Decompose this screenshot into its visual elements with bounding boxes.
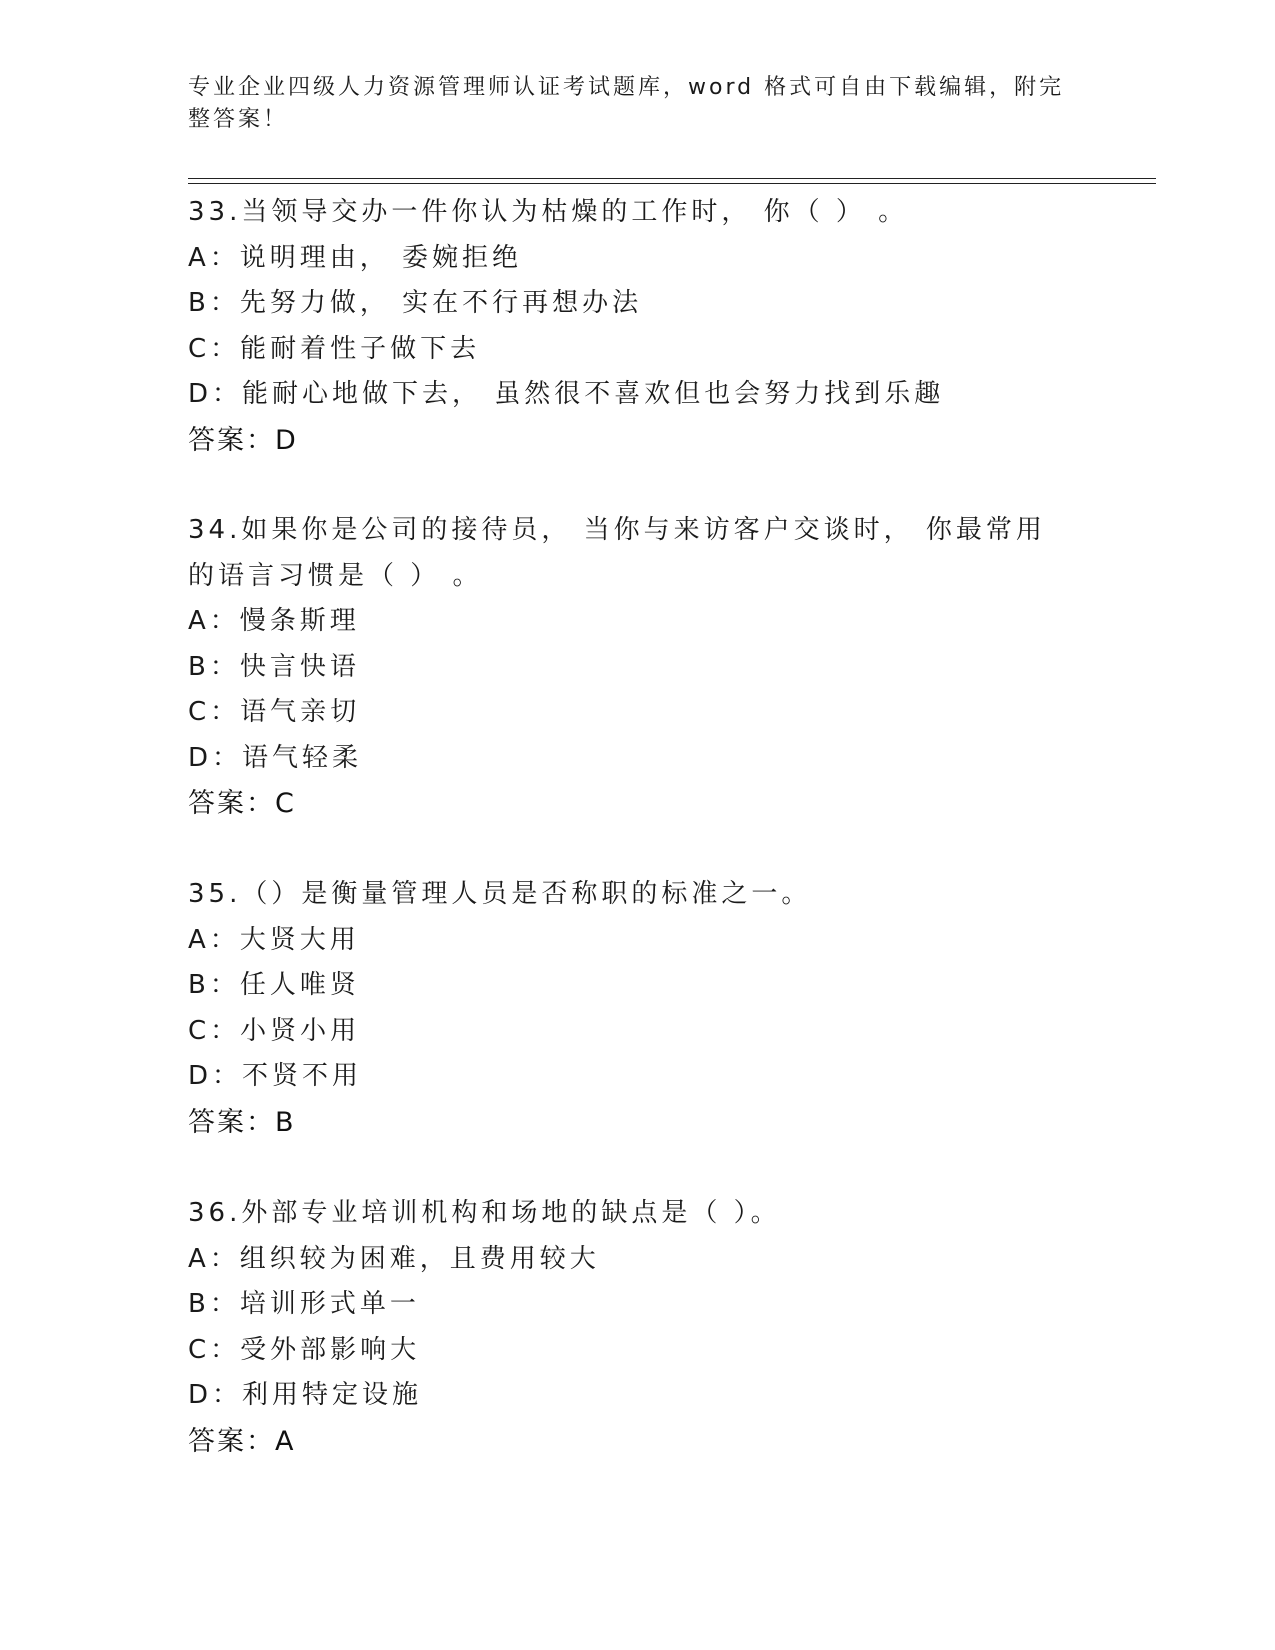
option-b: B：任人唯贤 [188, 970, 360, 1000]
header-divider-top [188, 178, 1156, 179]
option-a: A：说明理由， 委婉拒绝 [188, 242, 523, 273]
question-stem: 36.外部专业培训机构和场地的缺点是（ ）。 [188, 1198, 781, 1228]
option-d: D：不贤不用 [188, 1061, 363, 1091]
option-b: B：培训形式单一 [188, 1289, 420, 1319]
option-d: D：语气轻柔 [188, 742, 363, 773]
option-a: A：组织较为困难，且费用较大 [188, 1243, 600, 1274]
question-34 [188, 508, 1088, 827]
answer-line: 答案：C [188, 788, 296, 819]
option-c: C：受外部影响大 [188, 1334, 421, 1365]
question-36 [188, 1191, 1088, 1464]
option-c: C：能耐着性子做下去 [188, 333, 481, 364]
option-c: C：语气亲切 [188, 697, 361, 727]
document-header: 专业企业四级人力资源管理师认证考试题库，word 格式可自由下载编辑，附完整答案！ [188, 75, 1065, 132]
option-c: C：小贤小用 [188, 1015, 361, 1046]
answer-line: 答案：D [188, 424, 298, 456]
question-35 [188, 872, 1088, 1145]
question-33 [188, 190, 1088, 463]
header-divider-bottom [188, 183, 1156, 184]
option-b: B：快言快语 [188, 651, 360, 682]
answer-line: 答案：A [188, 1425, 296, 1457]
option-d: D：能耐心地做下去， 虽然很不喜欢但也会努力找到乐趣 [188, 379, 945, 409]
option-a: A：慢条斯理 [188, 606, 360, 636]
question-stem: 33.当领导交办一件你认为枯燥的工作时， 你（ ） 。 [188, 197, 909, 227]
question-stem: 34.如果你是公司的接待员， 当你与来访客户交谈时， 你最常用的语言习惯是（ ） 。 [188, 515, 1046, 591]
question-stem: 35.（）是衡量管理人员是否称职的标准之一。 [188, 879, 812, 909]
option-a: A：大贤大用 [188, 924, 360, 955]
answer-line: 答案：B [188, 1106, 296, 1138]
option-d: D：利用特定设施 [188, 1380, 423, 1410]
option-b: B：先努力做， 实在不行再想办法 [188, 288, 643, 318]
